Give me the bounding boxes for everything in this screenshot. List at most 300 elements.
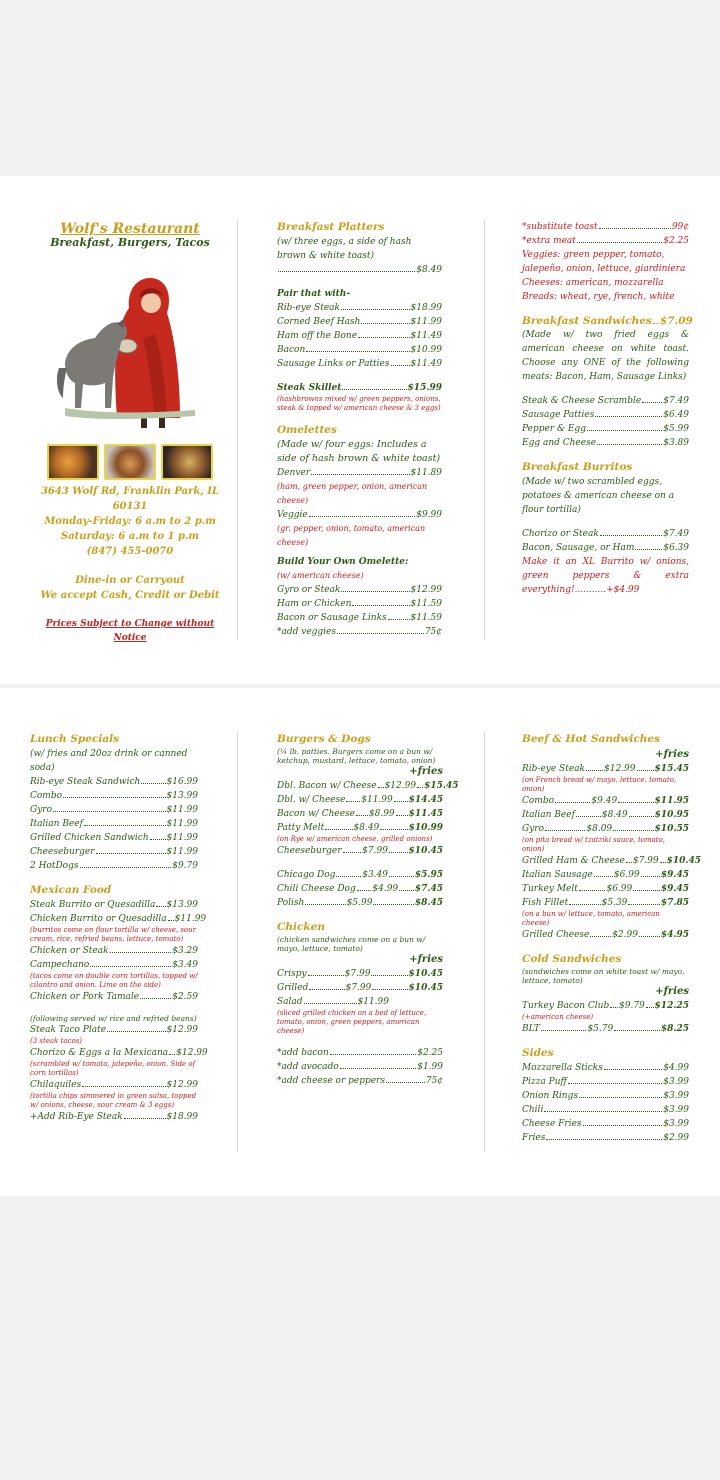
item-name: Chili Cheese Dog (277, 884, 356, 894)
side-item (522, 1117, 689, 1131)
leader-dots (541, 1030, 587, 1031)
leader-dots (610, 1007, 618, 1008)
chicken-item (277, 981, 443, 995)
leader-dots (576, 816, 601, 817)
leader-dots (399, 890, 414, 891)
item-name: Turkey Melt (522, 884, 578, 894)
beef-ribeye (522, 762, 689, 776)
taco-plate-note: (3 steak tacos) (30, 1037, 83, 1045)
leader-dots (141, 783, 165, 784)
leader-dots (373, 904, 413, 905)
item-name: Bacon (277, 345, 306, 355)
item-name: Ham or Chicken (277, 599, 352, 609)
price-notice: Prices Subject to Change without Notice (45, 619, 215, 643)
item-name: Grilled Cheese (522, 930, 590, 940)
omelette-item (277, 466, 442, 480)
item-fries-price: $14.45 (408, 795, 444, 805)
lunch-list (30, 775, 198, 873)
item-price: $6.39 (663, 543, 689, 553)
leader-dots (635, 549, 662, 550)
item-name: Veggie (277, 510, 308, 520)
item-name: *extra meat (522, 236, 576, 246)
breakfast-burrito-list (522, 527, 689, 555)
leader-dots (309, 989, 344, 990)
breakfast-sandwiches-heading: Breakfast Sandwiches $7.09 (522, 315, 693, 327)
food-photos (30, 444, 230, 480)
item-price: $11.99 (166, 847, 198, 857)
sides-title: Sides (522, 1047, 554, 1059)
beef-item (522, 896, 689, 910)
item-price: $8.49 (353, 823, 380, 833)
leader-dots (378, 787, 384, 788)
item-fries-price: $4.95 (660, 930, 689, 940)
breakfast-burritos-desc: (Made w/ two scrambled eggs, potatoes & american cheese on a flour tortilla) (522, 477, 675, 515)
leader-dots (642, 402, 662, 403)
breakfast-sandwich-item (522, 408, 689, 422)
hours-weekday: Monday-Friday: 6 a.m to 2 p.m (44, 516, 216, 527)
leader-dots (597, 444, 662, 445)
byo-desc: (w/ american cheese) (277, 571, 364, 580)
item-price: $2.99 (612, 930, 638, 940)
menu-item (277, 343, 442, 357)
chicken-title: Chicken (277, 921, 325, 933)
leader-dots (84, 825, 166, 826)
leader-dots (614, 1030, 660, 1031)
item-price: $8.49 (601, 810, 628, 820)
item-name: Cheeseburger (30, 847, 95, 857)
dog-list (277, 868, 443, 910)
menu-item (277, 315, 442, 329)
leader-dots (305, 904, 345, 905)
item-name: Gyro (30, 805, 52, 815)
item-price: $12.99 (384, 781, 417, 791)
leader-dots (337, 633, 424, 634)
leader-dots (311, 474, 409, 475)
leader-dots (394, 801, 408, 802)
chicken-desc: (chicken sandwiches come on a bun w/ mayo, lettuce, tomato) (277, 935, 426, 953)
item-name: Bacon or Sausage Links (277, 613, 387, 623)
burgers-fries-label: +fries (409, 766, 443, 777)
item-name: Pepper & Egg (522, 424, 586, 434)
leader-dots (626, 862, 632, 863)
item-price: $18.99 (410, 303, 442, 313)
leader-dots (168, 920, 174, 921)
item-name: Cheeseburger (277, 846, 342, 856)
omelette-desc: (gr. pepper, onion, tomato, american cheese) (277, 524, 426, 547)
item-price: $9.79 (172, 861, 198, 871)
side-item (522, 1089, 689, 1103)
item-name: Rib-eye Steak (522, 764, 585, 774)
sides-list (522, 1061, 689, 1145)
leader-dots (639, 936, 660, 937)
leader-dots (590, 936, 611, 937)
leader-dots (629, 816, 654, 817)
item-price: $11.99 (166, 819, 198, 829)
item-fries-price: $11.45 (408, 809, 444, 819)
breakfast-sandwich-item (522, 394, 689, 408)
leader-dots (156, 906, 165, 907)
beef-item (522, 868, 689, 882)
mexican-item (30, 912, 207, 926)
item-fries-price: $10.45 (408, 969, 443, 979)
beef-list-1 (522, 794, 689, 836)
gyro-note: (on pita bread w/ tzatziki sauce, tomato, onion) (522, 836, 666, 853)
chicken-addon (277, 1074, 443, 1088)
menu-page-1 (0, 176, 720, 684)
item-name: Denver (277, 468, 311, 478)
burger-item (277, 844, 443, 858)
burger-item (277, 793, 443, 807)
item-price: $13.99 (166, 791, 198, 801)
extra-item (522, 220, 689, 234)
item-price: $6.99 (606, 884, 633, 894)
chicken-addon (277, 1060, 443, 1074)
item-name: Chorizo or Steak (522, 529, 599, 539)
omelettes-desc: (Made w/ four eggs: Includes a side of hash brown & white toast) (277, 439, 441, 464)
served-note: (following served w/ rice and refried beans) (30, 1014, 197, 1023)
leader-dots (357, 890, 372, 891)
leader-dots (309, 516, 416, 517)
item-price: $9.79 (619, 1001, 645, 1011)
item-name: Crispy (277, 969, 307, 979)
leader-dots (544, 1111, 662, 1112)
leader-dots (80, 867, 172, 868)
leader-dots (380, 829, 407, 830)
item-price: $3.29 (172, 946, 198, 956)
item-name: Polish (277, 898, 305, 908)
leader-dots (633, 890, 660, 891)
club-note: (+american cheese) (522, 1013, 594, 1021)
beef-item (522, 882, 689, 896)
item-fries-price: $5.95 (414, 870, 444, 880)
item-fries-price: $10.55 (654, 824, 689, 834)
item-name: 2 HotDogs (30, 861, 79, 871)
item-name: Fries (522, 1133, 546, 1143)
pair-title: Pair that with- (277, 289, 351, 299)
item-name: *add cheese or peppers (277, 1076, 385, 1086)
leader-dots (356, 815, 368, 816)
byo-item (277, 625, 442, 639)
byo-list (277, 583, 442, 639)
item-price: $3.99 (663, 1119, 689, 1129)
leader-dots (587, 430, 662, 431)
item-price: $16.99 (166, 777, 198, 787)
item-price: $2.25 (417, 1048, 443, 1058)
beef-column (522, 732, 702, 1145)
cold-fries-label: +fries (655, 986, 689, 997)
leader-dots (90, 966, 171, 967)
beef-item (522, 808, 689, 822)
taco-item (30, 944, 198, 958)
item-name: Pizza Puff (522, 1077, 567, 1087)
leader-dots (660, 862, 666, 863)
item-price: $11.99 (166, 805, 198, 815)
food-photo-burger (104, 444, 156, 480)
leader-dots (583, 1125, 663, 1126)
item-name: Chili (522, 1105, 544, 1115)
byo-item (277, 611, 442, 625)
taco-plate-item: Steak Taco Plate $12.99 (30, 1025, 198, 1035)
breakfast-platters-desc: (w/ three eggs, a side of hash brown & white toast) $8.49 (277, 237, 442, 275)
leader-dots (386, 1082, 425, 1083)
beef-item (522, 854, 702, 868)
item-fries-price: $15.45 (424, 781, 459, 791)
cold-item (522, 999, 689, 1013)
cheeseburger-row (277, 844, 443, 858)
blt-row (522, 1022, 689, 1036)
item-name: Chicken or Steak (30, 946, 109, 956)
steak-skillet: Steak Skillet $15.99 (277, 383, 442, 393)
side-item (522, 1061, 689, 1075)
item-price: $11.99 (410, 317, 442, 327)
cold-title: Cold Sandwiches (522, 953, 622, 965)
mexican-list-2 (30, 944, 198, 972)
leader-dots (613, 830, 653, 831)
column-divider (237, 732, 238, 1152)
item-name: Corned Beef Hash (277, 317, 361, 327)
item-price: $2.25 (663, 236, 689, 246)
item-name: Onion Rings (522, 1091, 578, 1101)
lunch-item (30, 831, 198, 845)
item-price: $5.39 (601, 898, 628, 908)
item-name: Dbl. w/ Cheese (277, 795, 346, 805)
leader-dots (340, 1068, 417, 1069)
patty-melt-note: (on Rye w/ american cheese, grilled onions) (277, 835, 433, 843)
leader-dots (396, 815, 408, 816)
beef-item (522, 928, 689, 942)
item-name: Grilled Ham & Cheese (522, 856, 625, 866)
brand-column (30, 222, 230, 645)
tamale-item: Chicken or Pork Tamale $2.59 (30, 992, 198, 1002)
leader-dots (306, 351, 409, 352)
item-price: $3.99 (663, 1077, 689, 1087)
column-divider (484, 732, 485, 1152)
burger-list (277, 779, 459, 835)
byo-title: Build Your Own Omelette: (277, 557, 409, 567)
addon-ribeye: +Add Rib-Eye Steak $18.99 (30, 1112, 198, 1122)
leader-dots (555, 802, 590, 803)
leader-dots (569, 904, 600, 905)
item-price: $4.99 (372, 884, 399, 894)
service-options: Dine-in or Carryout (75, 575, 185, 586)
item-name: Italian Beef (522, 810, 575, 820)
leader-dots (599, 228, 671, 229)
leader-dots (341, 309, 410, 310)
beef-list-2 (522, 854, 702, 910)
lunch-specials-desc: (w/ fries and 20oz drink or canned soda) (30, 749, 188, 773)
item-name: Turkey Bacon Club (522, 1001, 610, 1011)
breakfast-sandwich-item (522, 436, 689, 450)
byo-item (277, 583, 442, 597)
leader-dots (388, 619, 410, 620)
leader-dots (110, 952, 172, 953)
leader-dots (336, 876, 361, 877)
item-price: $11.49 (410, 359, 442, 369)
chicken-list (277, 967, 443, 995)
leader-dots (308, 975, 344, 976)
mexican-list-1 (30, 898, 207, 926)
item-fries-price: $8.25 (660, 1024, 689, 1034)
item-name: Campechano (30, 960, 90, 970)
burger-item (277, 807, 443, 821)
item-price: $10.99 (410, 345, 442, 355)
leader-dots (372, 989, 407, 990)
item-price: $6.99 (613, 870, 640, 880)
breakfast-platters-price: $8.49 (416, 265, 442, 275)
item-price: $3.89 (663, 438, 689, 448)
taco-item (30, 958, 198, 972)
leader-dots (641, 876, 660, 877)
item-price: $1.99 (417, 1062, 443, 1072)
item-name: Bacon, Sausage, or Ham (522, 543, 635, 553)
leader-dots (341, 591, 409, 592)
omelettes-title: Omelettes (277, 424, 337, 436)
steak-skillet-desc: (hashbrowns mixed w/ green peppers, onions, steak & topped w/ american cheese & 3 eggs) (277, 395, 441, 412)
item-price: $4.99 (663, 1063, 689, 1073)
item-price: $11.89 (410, 468, 442, 478)
item-name: Sausage Links or Patties (277, 359, 390, 369)
item-name: Chicago Dog (277, 870, 336, 880)
item-fries-price: $10.45 (666, 856, 702, 866)
item-price: 75¢ (424, 627, 442, 637)
breakfast-burritos-title: Breakfast Burritos (522, 461, 633, 473)
leader-dots (546, 1139, 662, 1140)
item-price: $11.59 (410, 613, 442, 623)
leader-dots (646, 1007, 654, 1008)
leader-dots (96, 853, 166, 854)
item-name: Mozzarella Sticks (522, 1063, 603, 1073)
item-fries-price: $9.45 (660, 884, 690, 894)
item-name: *add veggies (277, 627, 337, 637)
chicken-salad: Salad $11.99 (277, 997, 389, 1007)
chicken-addon (277, 1046, 443, 1060)
item-price: $8.99 (368, 809, 395, 819)
omelette-item (277, 508, 442, 522)
leader-dots (343, 852, 362, 853)
chorizo-item: Chorizo & Eggs a la Mexicana $12.99 (30, 1048, 208, 1058)
breakfast-burrito-item (522, 527, 689, 541)
food-photo-breakfast (161, 444, 213, 480)
club-row (522, 999, 689, 1013)
item-name: Ham off the Bone (277, 331, 358, 341)
item-name: *substitute toast (522, 222, 598, 232)
lunch-item (30, 817, 198, 831)
leader-dots (358, 337, 409, 338)
item-name: *add avocado (277, 1062, 339, 1072)
grilled-cheese-row (522, 928, 689, 942)
menu-item (277, 357, 442, 371)
lunch-item (30, 845, 198, 859)
leader-dots (371, 975, 407, 976)
leader-dots (389, 852, 408, 853)
item-fries-price: $7.85 (660, 898, 689, 908)
xl-burrito: Make it an XL Burrito w/ onions, green peppers & extra everything!...........+$4.99 (522, 557, 689, 595)
item-price: $9.99 (416, 510, 442, 520)
mexican-item (30, 898, 198, 912)
item-name: Grilled Chicken Sandwich (30, 833, 149, 843)
dog-item (277, 896, 443, 910)
leader-dots (352, 605, 409, 606)
food-photo-tacos (47, 444, 99, 480)
item-price: $11.99 (166, 833, 198, 843)
lunch-item (30, 789, 198, 803)
leader-dots (604, 1069, 662, 1070)
leader-dots (417, 787, 423, 788)
item-name: Steak Burrito or Quesadilla (30, 900, 156, 910)
side-item (522, 1103, 689, 1117)
item-name: Combo (30, 791, 63, 801)
breakfast-sandwich-item (522, 422, 689, 436)
item-price: $3.49 (172, 960, 198, 970)
omelette-list (277, 466, 442, 550)
item-price: $12.99 (410, 585, 442, 595)
breakfast-platters-title: Breakfast Platters (277, 221, 385, 233)
chorizo-note: (scrambled w/ tomato, jalepeño, onion. Side of corn tortillas) (30, 1060, 196, 1077)
item-price: $2.99 (663, 1133, 689, 1143)
wolf-and-red-riding-hood-illustration (55, 268, 205, 438)
breakfast-burrito-item (522, 541, 689, 555)
leader-dots (637, 770, 654, 771)
item-price: $11.99 (174, 914, 207, 924)
menu-item (277, 301, 442, 315)
item-name: Cheese Fries (522, 1119, 582, 1129)
omelette-desc: (ham, green pepper, onion, american cheese) (277, 482, 428, 505)
item-price: $12.99 (604, 764, 636, 774)
item-fries-price: $12.25 (654, 1001, 689, 1011)
lunch-specials-title: Lunch Specials (30, 733, 120, 745)
phone-number[interactable]: (847) 455-0070 (86, 546, 174, 557)
item-price: 75¢ (425, 1076, 443, 1086)
item-name: Chicken Burrito or Quesadilla (30, 914, 167, 924)
ribeye-note: (on French bread w/ mayo, lettuce, tomato, onion) (522, 776, 677, 793)
item-price: $5.99 (346, 898, 373, 908)
leader-dots (594, 876, 613, 877)
chicken-addons (277, 1046, 443, 1088)
item-name: Fish Fillet (522, 898, 569, 908)
item-fries-price: $10.45 (408, 846, 443, 856)
lunch-item (30, 859, 198, 873)
leader-dots (545, 830, 585, 831)
breakfast-sandwiches-desc: (Made w/ two fried eggs & american cheese on white toast. Choose any ONE of the following meats: Bacon, Ham, Sausage Links) (522, 330, 689, 382)
item-name: Bacon w/ Cheese (277, 809, 355, 819)
beef-item (522, 762, 689, 776)
item-name: BLT (522, 1024, 540, 1034)
beef-item (522, 822, 689, 836)
item-price: $8.09 (586, 824, 613, 834)
extras-list (522, 220, 689, 248)
payment-options: We accept Cash, Credit or Debit (40, 590, 220, 601)
lunch-item (30, 775, 198, 789)
item-price: $13.99 (166, 900, 198, 910)
item-price: $7.99 (632, 856, 659, 866)
lunch-item (30, 803, 198, 817)
item-price: $7.99 (344, 969, 371, 979)
leader-dots (391, 365, 410, 366)
item-price: $5.99 (663, 424, 689, 434)
item-name: Combo (522, 796, 555, 806)
burgers-column (277, 732, 459, 1088)
hours-saturday: Saturday: 6 a.m to 1 p.m (60, 531, 200, 542)
leader-dots (579, 1097, 662, 1098)
chilaquiles-note: (tortilla chips simmered in green salsa, topped w/ onions, cheese, sour cream & 3 eggs) (30, 1092, 197, 1109)
beef-title: Beef & Hot Sandwiches (522, 733, 660, 745)
chicken-fries-label: +fries (409, 954, 443, 965)
cold-desc: (sandwiches come on white toast w/ mayo, lettuce, tomato) (522, 967, 685, 985)
restaurant-name: Wolf's Restaurant (60, 221, 200, 237)
fish-note: (on a bun w/ lettuce, tomato, american cheese) (522, 910, 660, 927)
leader-dots (600, 535, 662, 536)
pair-list (277, 301, 442, 371)
